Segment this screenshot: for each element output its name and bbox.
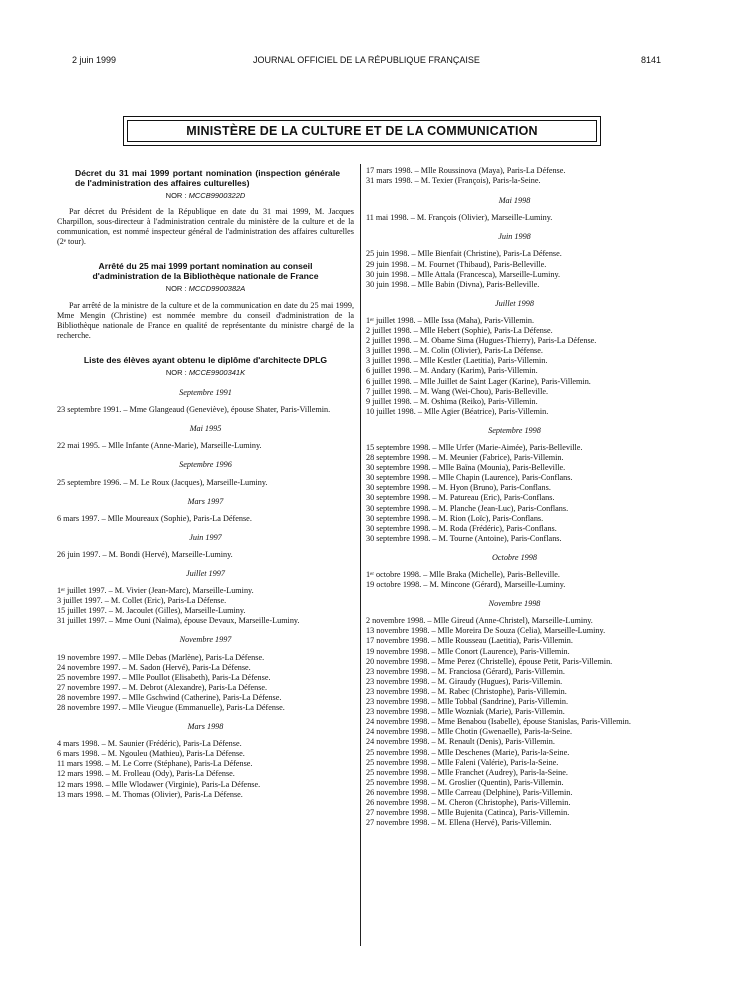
article-body: Par arrêté de la ministre de la culture et de la communication en date du 25 mai 1999, Mme Mengin (Christine) est nommée membre du conseil d'administration de la Bibliothèque nationale de France en qualité de représentante du ministre chargé de la recherche. (57, 300, 354, 340)
month-heading: Juin 1998 (498, 232, 531, 242)
article-body: Par décret du Président de la République en date du 31 mai 1999, M. Jacques Charpillon, sous-directeur à l'administration centrale du ministère de la culture et de la communication, est nommé inspecteur général de l'administration des affaires culturelles (2ᵉ tour). (57, 207, 354, 247)
list-item: 20 novembre 1998. – Mme Perez (Christelle), épouse Petit, Paris-Villemin. (366, 656, 613, 666)
list-item: 15 septembre 1998. – Mlle Urfer (Marie-Aimée), Paris-Belleville. (366, 442, 583, 452)
list-item: 23 novembre 1998. – M. Rabec (Christophe), Paris-Villemin. (366, 686, 567, 696)
nor-reference (57, 368, 354, 378)
list-item: 30 septembre 1998. – M. Rion (Loïc), Paris-Conflans. (366, 513, 544, 523)
list-item: 23 septembre 1991. – Mme Glangeaud (Geneviève), épouse Shater, Paris-Villemin. (57, 405, 331, 415)
list-item: 2 novembre 1998. – Mlle Gireud (Anne-Christel), Marseille-Luminy. (366, 616, 593, 626)
graduate-list-continued (366, 166, 663, 186)
nor-reference (57, 284, 354, 294)
month-heading: Septembre 1991 (179, 388, 232, 398)
list-item: 6 mars 1997. – Mlle Moureaux (Sophie), Paris-La Défense. (57, 513, 252, 523)
list-item: 26 novembre 1998. – Mlle Carreau (Delphine), Paris-Villemin. (366, 787, 573, 797)
nor-code: MCCE9900341K (188, 367, 246, 377)
list-item: 24 novembre 1997. – M. Sadon (Hervé), Paris-La Défense. (57, 662, 251, 672)
nor-code: MCCD9900382A (188, 284, 246, 294)
ministry-heading: MINISTÈRE DE LA CULTURE ET DE LA COMMUNICATION (127, 120, 597, 142)
list-item: 24 novembre 1998. – Mme Benabou (Isabelle), épouse Stanislas, Paris-Villemin. (366, 717, 631, 727)
list-item: 26 novembre 1998. – M. Cheron (Christophe), Paris-Villemin. (366, 797, 571, 807)
list-item: 30 septembre 1998. – M. Roda (Frédéric), Paris-Conflans. (366, 523, 557, 533)
page-number: 8141 (640, 55, 661, 65)
left-column (57, 166, 354, 800)
list-item: 11 mai 1998. – M. François (Olivier), Marseille-Luminy. (366, 213, 553, 223)
month-heading: Septembre 1996 (179, 460, 232, 470)
month-heading: Mai 1995 (189, 424, 222, 434)
list-item: 19 novembre 1997. – Mlle Debas (Marlène), Paris-La Défense. (57, 652, 265, 662)
month-heading: Mai 1998 (498, 196, 531, 206)
list-item: 6 mars 1998. – M. Ngouleu (Mathieu), Paris-La Défense. (57, 749, 245, 759)
nor-reference (57, 191, 354, 201)
month-heading: Juin 1997 (189, 532, 222, 542)
graduate-list-right (366, 196, 663, 828)
running-head (72, 55, 661, 69)
list-item: 27 novembre 1998. – Mlle Bujenita (Catinca), Paris-Villemin. (366, 808, 570, 818)
list-item: 30 septembre 1998. – M. Planche (Jean-Luc), Paris-Conflans. (366, 503, 569, 513)
list-item: 15 juillet 1997. – M. Jacoulet (Gilles), Marseille-Luminy. (57, 606, 246, 616)
list-item: 13 novembre 1998. – Mlle Moreira De Souza (Celia), Marseille-Luminy. (366, 626, 606, 636)
list-item: 30 septembre 1998. – M. Tourne (Antoine), Paris-Conflans. (366, 533, 562, 543)
list-item: 1ᵉʳ juillet 1998. – Mlle Issa (Maha), Paris-Villemin. (366, 315, 535, 325)
month-heading: Juillet 1998 (495, 298, 534, 308)
list-item: 25 novembre 1998. – Mlle Faleni (Valérie), Paris-la-Seine. (366, 757, 559, 767)
list-item: 23 novembre 1998. – Mlle Wozniak (Marie), Paris-Villemin. (366, 707, 565, 717)
list-item: 10 juillet 1998. – Mlle Agier (Béatrice), Paris-Villemin. (366, 406, 549, 416)
month-heading: Septembre 1998 (488, 425, 541, 435)
list-item: 25 novembre 1998. – Mlle Franchet (Audrey), Paris-la-Seine. (366, 767, 568, 777)
list-item: 30 septembre 1998. – Mlle Baïna (Mounia), Paris-Belleville. (366, 463, 566, 473)
list-item: 25 novembre 1998. – Mlle Deschenes (Marie), Paris-la-Seine. (366, 747, 570, 757)
nor-label: NOR : (165, 191, 187, 200)
list-item: 4 mars 1998. – M. Saunier (Frédéric), Paris-La Défense. (57, 739, 242, 749)
right-column (366, 166, 663, 828)
list-item: 30 septembre 1998. – Mlle Chapin (Laurence), Paris-Conflans. (366, 473, 573, 483)
nor-code: MCCB9900322D (188, 191, 246, 200)
month-heading: Novembre 1998 (488, 599, 541, 609)
list-item: 23 novembre 1998. – M. Giraudy (Hugues), Paris-Villemin. (366, 676, 563, 686)
list-item: 13 mars 1998. – M. Thomas (Olivier), Paris-La Défense. (57, 789, 243, 799)
list-item: 7 juillet 1998. – M. Wang (Wei-Chou), Paris-Belleville. (366, 386, 549, 396)
list-item: 31 mars 1998. – M. Texier (François), Paris-la-Seine. (366, 176, 541, 186)
list-item: 12 mars 1998. – Mlle Wlodawer (Virginie), Paris-La Défense. (57, 779, 261, 789)
list-item: 2 juillet 1998. – M. Obame Sima (Hugues-Thierry), Paris-La Défense. (366, 336, 597, 346)
list-item: 26 juin 1997. – M. Bondi (Hervé), Marseille-Luminy. (57, 549, 233, 559)
list-item: 25 novembre 1998. – M. Groslier (Quentin), Paris-Villemin. (366, 777, 564, 787)
nor-label: NOR : (165, 284, 187, 294)
list-item: 23 novembre 1998. – M. Franciosa (Gérard), Paris-Villemin. (366, 666, 565, 676)
list-item: 23 novembre 1998. – Mlle Tobbal (Sandrine), Paris-Villemin. (366, 697, 569, 707)
list-item: 24 novembre 1998. – M. Renault (Denis), Paris-Villemin. (366, 737, 555, 747)
list-item: 28 novembre 1997. – Mlle Vieugue (Emmanuelle), Paris-La Défense. (57, 703, 285, 712)
article-title: Liste des élèves ayant obtenu le diplôme d'architecte DPLG (83, 354, 328, 365)
list-item: 17 mars 1998. – Mlle Roussinova (Maya), Paris-La Défense. (366, 166, 566, 175)
list-item: 1ᵉʳ juillet 1997. – M. Vivier (Jean-Marc), Marseille-Luminy. (57, 586, 254, 596)
list-item: 30 septembre 1998. – M. Patureau (Eric), Paris-Conflans. (366, 493, 555, 503)
list-item: 2 juillet 1998. – Mlle Hebert (Sophie), Paris-La Défense. (366, 326, 553, 336)
article-title: Arrêté du 25 mai 1999 portant nomination au conseil d'administration de la Bibliothèque nationale de France (92, 261, 319, 282)
list-item: 6 juillet 1998. – M. Andary (Karim), Paris-Villemin. (366, 366, 538, 376)
month-heading: Juillet 1997 (186, 568, 225, 578)
month-heading: Mars 1997 (187, 496, 224, 506)
list-item: 31 juillet 1997. – Mme Ouni (Naïma), épouse Devaux, Marseille-Luminy. (57, 616, 300, 626)
list-item: 12 mars 1998. – M. Frolleau (Ody), Paris-La Défense. (57, 769, 235, 779)
issue-date: 2 juin 1999 (72, 55, 117, 65)
list-item: 17 novembre 1998. – Mlle Rousseau (Laetitia), Paris-Villemin. (366, 636, 573, 646)
ministry-heading-box (123, 116, 601, 146)
list-item: 25 septembre 1996. – M. Le Roux (Jacques), Marseille-Luminy. (57, 477, 268, 487)
list-item: 29 juin 1998. – M. Fournet (Thibaud), Paris-Belleville. (366, 259, 547, 269)
list-item: 30 juin 1998. – Mlle Attala (Francesca), Marseille-Luminy. (366, 269, 561, 279)
list-item: 27 novembre 1997. – M. Debrot (Alexandre), Paris-La Défense. (57, 682, 268, 692)
list-item: 11 mars 1998. – M. Le Corre (Stéphane), Paris-La Défense. (57, 759, 253, 769)
list-item: 9 juillet 1998. – M. Oshima (Reiko), Paris-Villemin. (366, 396, 538, 406)
month-heading: Novembre 1997 (179, 635, 232, 645)
list-item: 19 novembre 1998. – Mlle Conort (Laurence), Paris-Villemin. (366, 646, 570, 656)
list-item: 28 septembre 1998. – M. Meunier (Fabrice), Paris-Villemin. (366, 453, 564, 463)
article-title: Décret du 31 mai 1999 portant nomination (inspection générale de l'administration des affaires culturelles) (75, 168, 340, 188)
list-item: 6 juillet 1998. – Mlle Juillet de Saint Lager (Karine), Paris-Villemin. (366, 376, 591, 386)
list-item: 25 novembre 1997. – Mlle Poullot (Elisabeth), Paris-La Défense. (57, 672, 271, 682)
list-item: 28 novembre 1997. – Mlle Gschwind (Catherine), Paris-La Défense. (57, 692, 282, 702)
month-heading: Octobre 1998 (492, 552, 537, 562)
list-item: 3 juillet 1997. – M. Collet (Eric), Paris-La Défense. (57, 596, 227, 606)
list-item: 22 mai 1995. – Mlle Infante (Anne-Marie), Marseille-Luminy. (57, 441, 262, 451)
list-item: 30 septembre 1998. – M. Hyon (Bruno), Paris-Conflans. (366, 483, 551, 493)
list-item: 3 juillet 1998. – Mlle Kestler (Laetitia), Paris-Villemin. (366, 356, 548, 366)
nor-label: NOR : (165, 367, 187, 377)
journal-title: JOURNAL OFFICIEL DE LA RÉPUBLIQUE FRANÇAISE (253, 55, 480, 65)
list-item: 1ᵉʳ octobre 1998. – Mlle Braka (Michelle), Paris-Belleville. (366, 570, 560, 579)
list-item: 3 juillet 1998. – M. Colin (Olivier), Paris-La Défense. (366, 346, 543, 356)
column-divider (360, 164, 361, 946)
graduate-list-left (57, 388, 354, 800)
list-item: 30 juin 1998. – Mlle Babin (Divna), Paris-Belleville. (366, 279, 540, 289)
list-item: 25 juin 1998. – Mlle Bienfait (Christine), Paris-La Défense. (366, 249, 562, 259)
list-item: 27 novembre 1998. – M. Ellena (Hervé), Paris-Villemin. (366, 818, 552, 828)
list-item: 19 octobre 1998. – M. Mincone (Gérard), Marseille-Luminy. (366, 580, 566, 590)
month-heading: Mars 1998 (187, 722, 224, 732)
list-item: 24 novembre 1998. – Mlle Chotin (Gwenaelle), Paris-la-Seine. (366, 727, 573, 737)
